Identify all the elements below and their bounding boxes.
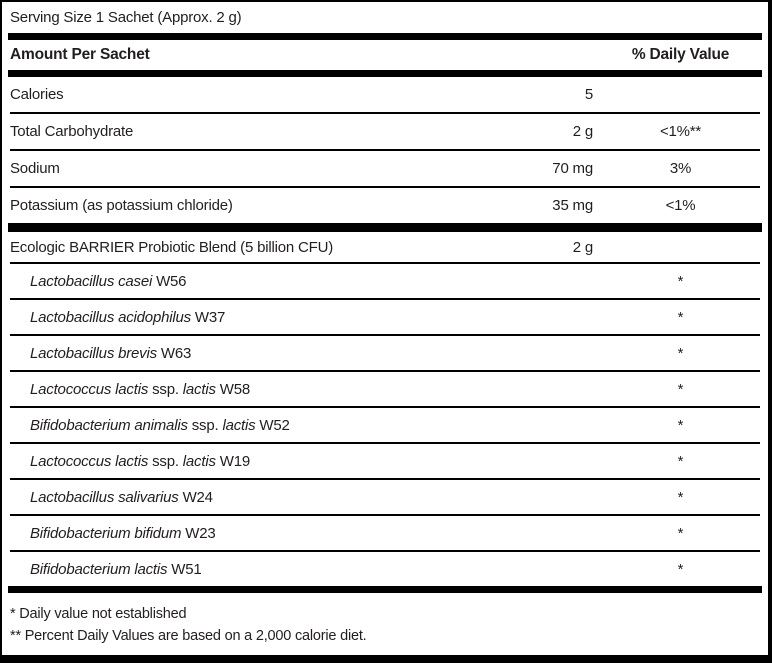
strain-code: W63 — [156, 344, 192, 362]
section-divider-bar — [8, 70, 762, 77]
strain-rows — [2, 262, 768, 586]
nutrient-name: Total Carbohydrate — [10, 123, 134, 140]
serving-size-text: Serving Size 1 Sachet (Approx. 2 g) — [10, 9, 242, 26]
amount-per-sachet-header: Amount Per Sachet — [10, 46, 150, 63]
nutrient-amount: 35 mg — [552, 197, 593, 214]
nutrient-daily-value: <1%** — [659, 123, 702, 140]
nutrient-amount: 2 g — [572, 123, 593, 140]
strain-code: ssp. — [148, 452, 183, 470]
blend-amount: 2 g — [572, 238, 593, 256]
strain-name — [10, 489, 483, 506]
strain-code: W51 — [167, 560, 202, 578]
serving-size-row — [2, 2, 768, 33]
nutrient-row — [2, 77, 768, 112]
strain-code: W24 — [178, 488, 213, 506]
strain-daily-value: * — [677, 308, 684, 326]
strain-daily-value: * — [677, 272, 684, 290]
strain-row — [2, 372, 768, 406]
strain-species-italic: Lactobacillus salivarius — [30, 488, 179, 506]
strain-code: W23 — [181, 524, 216, 542]
nutrient-name: Calories — [10, 86, 64, 103]
strain-daily-value: * — [677, 452, 684, 470]
strain-name — [10, 525, 483, 542]
strain-species-italic: lactis — [222, 416, 256, 434]
strain-code: ssp. — [148, 380, 183, 398]
nutrient-daily-value: <1% — [665, 197, 696, 214]
strain-name — [10, 381, 483, 398]
strain-code: ssp. — [187, 416, 223, 434]
strain-code: W37 — [190, 308, 226, 326]
strain-row — [2, 552, 768, 586]
nutrient-amount: 5 — [584, 86, 593, 103]
strain-daily-value: * — [677, 380, 684, 398]
column-header-row — [2, 40, 768, 70]
strain-row — [2, 444, 768, 478]
strain-row — [2, 300, 768, 334]
strain-name — [10, 417, 483, 434]
probiotic-blend-row — [2, 232, 768, 262]
strain-species-italic: Lactococcus lactis — [30, 452, 149, 470]
section-divider-bar — [8, 223, 762, 232]
strain-daily-value: * — [677, 560, 684, 578]
strain-row — [2, 408, 768, 442]
strain-code: W19 — [215, 452, 250, 470]
nutrient-row — [2, 188, 768, 223]
nutrient-name: Sodium — [10, 160, 60, 177]
strain-name — [10, 561, 483, 578]
strain-code: W58 — [215, 380, 250, 398]
strain-species-italic: Lactobacillus brevis — [30, 344, 157, 362]
strain-code: W52 — [255, 416, 290, 434]
strain-name — [10, 453, 483, 470]
strain-daily-value: * — [677, 488, 684, 506]
footnote-percent-dv: ** Percent Daily Values are based on a 2,000 calorie diet. — [10, 628, 367, 644]
section-divider-bar — [8, 33, 762, 40]
strain-species-italic: Lactococcus lactis — [30, 380, 149, 398]
nutrient-amount: 70 mg — [552, 160, 593, 177]
nutrient-daily-value: 3% — [669, 160, 692, 177]
footnote-daily-value: * Daily value not established — [10, 606, 187, 622]
strain-row — [2, 264, 768, 298]
nutrient-rows — [2, 77, 768, 223]
strain-species-italic: Bifidobacterium animalis — [30, 416, 188, 434]
strain-species-italic: Lactobacillus acidophilus — [30, 308, 191, 326]
strain-name — [10, 309, 483, 326]
strain-row — [2, 336, 768, 370]
nutrient-row — [2, 151, 768, 186]
strain-row — [2, 516, 768, 550]
strain-name — [10, 273, 483, 290]
footnotes — [2, 593, 768, 647]
strain-name — [10, 345, 483, 362]
strain-species-italic: Bifidobacterium lactis — [30, 560, 168, 578]
nutrient-name: Potassium (as potassium chloride) — [10, 197, 233, 214]
strain-species-italic: lactis — [182, 380, 216, 398]
strain-daily-value: * — [677, 416, 684, 434]
strain-species-italic: Bifidobacterium bifidum — [30, 524, 182, 542]
daily-value-header: % Daily Value — [631, 46, 730, 63]
nutrient-row — [2, 114, 768, 149]
strain-row — [2, 480, 768, 514]
section-divider-bar — [8, 586, 762, 593]
strain-species-italic: lactis — [182, 452, 216, 470]
strain-species-italic: Lactobacillus casei — [30, 272, 153, 290]
strain-daily-value: * — [677, 344, 684, 362]
strain-code: W56 — [152, 272, 187, 290]
blend-name: Ecologic BARRIER Probiotic Blend (5 billion CFU) — [10, 238, 334, 256]
strain-daily-value: * — [677, 524, 684, 542]
